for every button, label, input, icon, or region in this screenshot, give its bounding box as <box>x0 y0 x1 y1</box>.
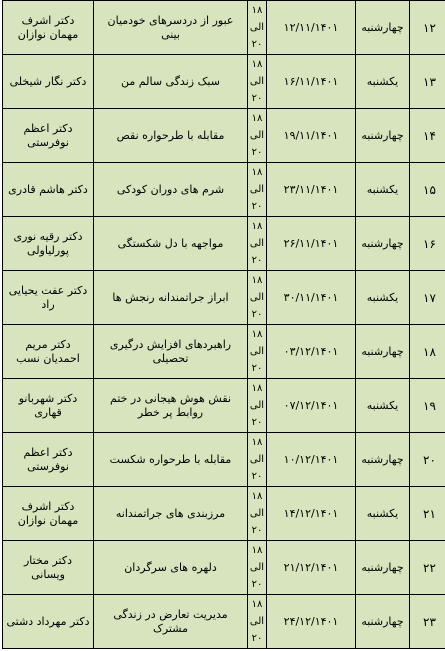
presenter-cell: دکتر عفت یحیایی راد <box>3 271 94 325</box>
row-number-cell: ۱۳ <box>410 55 445 109</box>
workshop-schedule-table <box>2 0 445 649</box>
start-time: ۱۸ <box>251 221 263 232</box>
time-range <box>248 596 266 647</box>
session-title-cell: سبک زندگی سالم من <box>94 55 248 109</box>
date-cell: ۳۰/۱۱/۱۴۰۱ <box>267 271 356 325</box>
time-cell <box>248 433 267 487</box>
end-time: ۲۰ <box>251 579 263 590</box>
time-range <box>248 110 266 161</box>
start-time: ۱۸ <box>251 329 263 340</box>
time-separator: الی <box>249 346 265 357</box>
end-time: ۲۰ <box>251 309 263 320</box>
session-title-cell: ابراز جراتمندانه رنجش ها <box>94 271 248 325</box>
schedule-table-container <box>2 0 437 649</box>
start-time: ۱۸ <box>251 437 263 448</box>
time-separator: الی <box>249 292 265 303</box>
start-time: ۱۸ <box>251 5 263 16</box>
time-separator: الی <box>249 22 265 33</box>
session-title-cell: راهبردهای افزایش درگیری تحصیلی <box>94 325 248 379</box>
day-cell: یکشنبه <box>356 379 410 433</box>
table-row <box>3 487 445 541</box>
start-time: ۱۸ <box>251 599 263 610</box>
presenter-cell: دکتر نگار شیخلی <box>3 55 94 109</box>
table-row <box>3 217 445 271</box>
time-separator: الی <box>249 130 265 141</box>
presenter-cell: دکتر مهرداد دشتی <box>3 595 94 649</box>
end-time: ۲۰ <box>251 147 263 158</box>
presenter-cell: دکتر مختار ویسانی <box>3 541 94 595</box>
table-row <box>3 163 445 217</box>
date-cell: ۰۳/۱۲/۱۴۰۱ <box>267 325 356 379</box>
start-time: ۱۸ <box>251 545 263 556</box>
end-time: ۲۰ <box>251 633 263 644</box>
session-title-cell: نقش هوش هیجانی در ختم روابط پر خطر <box>94 379 248 433</box>
day-cell: چهارشنبه <box>356 325 410 379</box>
time-cell <box>248 541 267 595</box>
table-row <box>3 271 445 325</box>
session-title-cell: مرزبندی های جراتمندانه <box>94 487 248 541</box>
table-row <box>3 541 445 595</box>
time-cell <box>248 325 267 379</box>
time-cell <box>248 595 267 649</box>
table-row <box>3 325 445 379</box>
time-separator: الی <box>249 76 265 87</box>
time-separator: الی <box>249 562 265 573</box>
presenter-cell: دکتر رقیه نوری پورلیاولی <box>3 217 94 271</box>
date-cell: ۲۴/۱۲/۱۴۰۱ <box>267 595 356 649</box>
start-time: ۱۸ <box>251 383 263 394</box>
day-cell: یکشنبه <box>356 271 410 325</box>
day-cell: چهارشنبه <box>356 109 410 163</box>
end-time: ۲۰ <box>251 525 263 536</box>
time-separator: الی <box>249 400 265 411</box>
presenter-cell: دکتر هاشم قادری <box>3 163 94 217</box>
table-row <box>3 55 445 109</box>
end-time: ۲۰ <box>251 363 263 374</box>
session-title-cell: عبور از دردسرهای خودمیان بینی <box>94 1 248 55</box>
day-cell: چهارشنبه <box>356 1 410 55</box>
day-cell: یکشنبه <box>356 487 410 541</box>
row-number-cell: ۲۱ <box>410 487 445 541</box>
time-range <box>248 2 266 53</box>
time-cell <box>248 109 267 163</box>
session-title-cell: مواجهه با دل شکستگی <box>94 217 248 271</box>
time-separator: الی <box>249 508 265 519</box>
date-cell: ۱۲/۱۱/۱۴۰۱ <box>267 1 356 55</box>
start-time: ۱۸ <box>251 167 263 178</box>
time-separator: الی <box>249 184 265 195</box>
day-cell: چهارشنبه <box>356 217 410 271</box>
table-row <box>3 1 445 55</box>
time-range <box>248 164 266 215</box>
date-cell: ۰۷/۱۲/۱۴۰۱ <box>267 379 356 433</box>
presenter-cell: دکتر مریم احمدیان نسب <box>3 325 94 379</box>
day-cell: یکشنبه <box>356 163 410 217</box>
end-time: ۲۰ <box>251 417 263 428</box>
presenter-cell: دکتر اشرف مهمان نوازان <box>3 487 94 541</box>
start-time: ۱۸ <box>251 491 263 502</box>
session-title-cell: مقابله با طرحواره شکست <box>94 433 248 487</box>
date-cell: ۱۶/۱۱/۱۴۰۱ <box>267 55 356 109</box>
day-cell: چهارشنبه <box>356 595 410 649</box>
time-cell <box>248 271 267 325</box>
date-cell: ۲۶/۱۱/۱۴۰۱ <box>267 217 356 271</box>
row-number-cell: ۱۸ <box>410 325 445 379</box>
session-title-cell: دلهره های سرگردان <box>94 541 248 595</box>
time-separator: الی <box>249 238 265 249</box>
presenter-cell: دکتر اعظم نوفرستی <box>3 109 94 163</box>
row-number-cell: ۱۲ <box>410 1 445 55</box>
time-range <box>248 56 266 107</box>
day-cell: یکشنبه <box>356 55 410 109</box>
session-title-cell: شرم های دوران کودکی <box>94 163 248 217</box>
end-time: ۲۰ <box>251 255 263 266</box>
table-row <box>3 595 445 649</box>
date-cell: ۱۴/۱۲/۱۴۰۱ <box>267 487 356 541</box>
time-cell <box>248 217 267 271</box>
end-time: ۲۰ <box>251 471 263 482</box>
table-row <box>3 109 445 163</box>
time-cell <box>248 55 267 109</box>
row-number-cell: ۱۴ <box>410 109 445 163</box>
row-number-cell: ۱۷ <box>410 271 445 325</box>
end-time: ۲۰ <box>251 201 263 212</box>
date-cell: ۲۱/۱۲/۱۴۰۱ <box>267 541 356 595</box>
time-range <box>248 326 266 377</box>
date-cell: ۱۹/۱۱/۱۴۰۱ <box>267 109 356 163</box>
time-cell <box>248 163 267 217</box>
time-cell <box>248 379 267 433</box>
presenter-cell: دکتر شهربانو قهاری <box>3 379 94 433</box>
start-time: ۱۸ <box>251 275 263 286</box>
day-cell: چهارشنبه <box>356 433 410 487</box>
time-range <box>248 218 266 269</box>
row-number-cell: ۱۹ <box>410 379 445 433</box>
table-row <box>3 433 445 487</box>
row-number-cell: ۲۲ <box>410 541 445 595</box>
time-separator: الی <box>249 454 265 465</box>
time-separator: الی <box>249 616 265 627</box>
day-cell: چهارشنبه <box>356 541 410 595</box>
end-time: ۲۰ <box>251 93 263 104</box>
date-cell: ۲۳/۱۱/۱۴۰۱ <box>267 163 356 217</box>
time-range <box>248 380 266 431</box>
time-range <box>248 542 266 593</box>
row-number-cell: ۱۶ <box>410 217 445 271</box>
time-range <box>248 272 266 323</box>
session-title-cell: مقابله با طرحواره نقص <box>94 109 248 163</box>
schedule-table-body <box>3 1 445 649</box>
time-range <box>248 434 266 485</box>
time-range <box>248 488 266 539</box>
session-title-cell: مدیریت تعارض در زندگی مشترک <box>94 595 248 649</box>
row-number-cell: ۱۵ <box>410 163 445 217</box>
row-number-cell: ۲۳ <box>410 595 445 649</box>
time-cell <box>248 1 267 55</box>
start-time: ۱۸ <box>251 59 263 70</box>
table-row <box>3 379 445 433</box>
end-time: ۲۰ <box>251 39 263 50</box>
row-number-cell: ۲۰ <box>410 433 445 487</box>
presenter-cell: دکتر اشرف مهمان نوازان <box>3 1 94 55</box>
time-cell <box>248 487 267 541</box>
start-time: ۱۸ <box>251 113 263 124</box>
presenter-cell: دکتر اعظم نوفرستی <box>3 433 94 487</box>
date-cell: ۱۰/۱۲/۱۴۰۱ <box>267 433 356 487</box>
